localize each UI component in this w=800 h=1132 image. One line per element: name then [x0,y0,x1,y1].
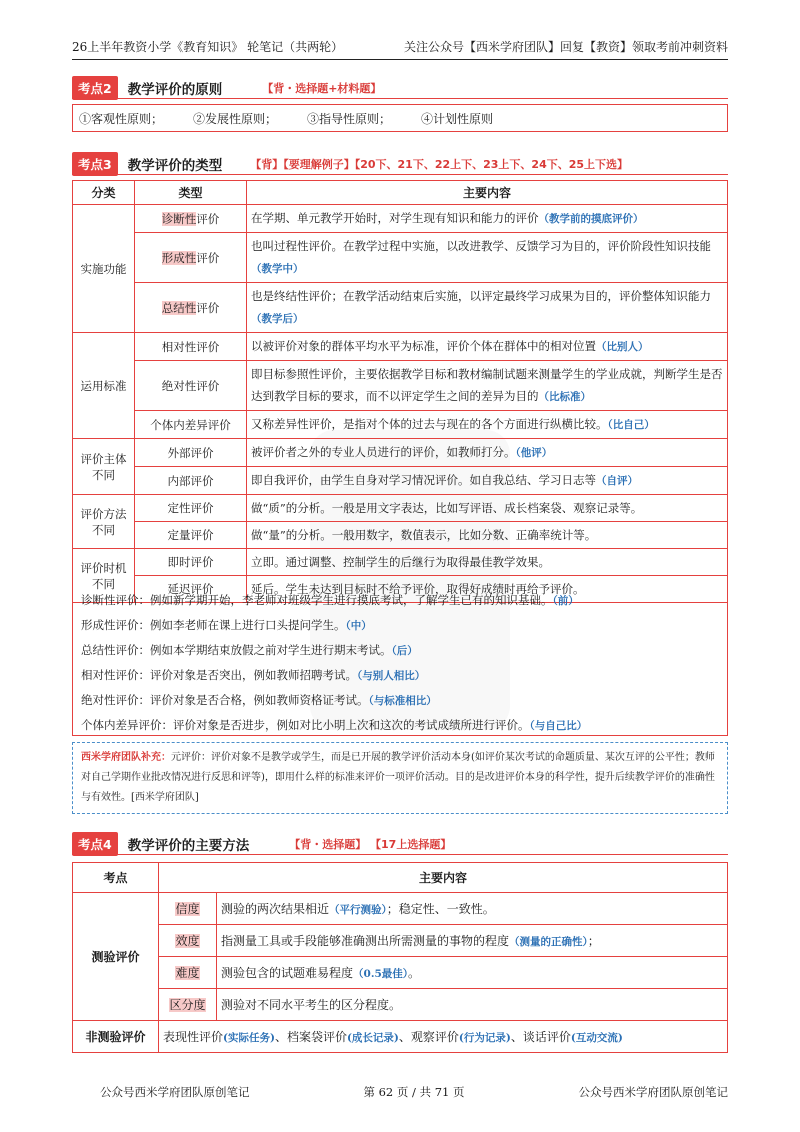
test-name: 难度 [159,957,217,989]
category-cell: 运用标准 [73,333,135,439]
test-name: 效度 [159,925,217,957]
section2-badge: 考点2 [72,76,118,100]
type-cell: 外部评价 [135,439,247,467]
type-cell: 定量评价 [135,522,247,549]
test-name: 区分度 [159,989,217,1021]
example-line: 诊断性评价：例如新学期开始，李老师对班级学生进行摸底考试，了解学生已有的知识基础。（前） [81,593,579,607]
example-line: 形成性评价：例如李老师在课上进行口头提问学生。（中） [81,618,372,632]
supplement-text: 元评价：评价对象不是教学或学生，而是已开展的教学评价活动本身(如评价某次考试的命题质量、某次互评的公平性；教师对自己学期作业批改情况进行反思和评等)，即用什么样的标准来评价一项评价活动。目的是改进评价本身的科学性，提升后续教学评价的准确性与有效性。[西米学府团队] [81,752,715,803]
content-cell: 在学期、单元教学开始时，对学生现有知识和能力的评价（教学前的摸底评价） [247,205,728,233]
section3-title: 教学评价的类型 [127,158,223,174]
content-cell: 又称差异性评价，是指对个体的过去与现在的各个方面进行纵横比较。（比自己） [247,411,728,439]
content-cell: 做“量”的分析。一般用数字，数值表示，比如分数、正确率统计等。 [247,522,728,549]
example-line: 个体内差异评价：评价对象是否进步，例如对比小明上次和这次的考试成绩所进行评价。（与自己比） [81,718,588,732]
test-label: 测验评价 [73,893,159,1021]
header-left: 26上半年教资小学《教育知识》 轮笔记（共两轮） [72,40,344,54]
section2-title: 教学评价的原则 [127,82,223,98]
test-content: 指测量工具或手段能够准确测出所需测量的事物的程度（测量的正确性）； [217,925,728,957]
content-cell: 也叫过程性评价。在教学过程中实施，以改进教学、反馈学习为目的，评价阶段性知识技能（教学中） [247,233,728,283]
content-cell: 被评价者之外的专业人员进行的评价，如教师打分。（他评） [247,439,728,467]
section3-tag: 【背】【要理解例子】【20下、21下、22上下、23上下、24下、25上下选】 [250,158,629,171]
content-cell: 即目标参照性评价，主要依据教学目标和教材编制试题来测量学生的学业成就，判断学生是否达到教学目标的要求，而不以评定学生之间的差异为目的（比标准） [247,361,728,411]
section3-badge: 考点3 [72,152,118,176]
content-cell: 以被评价对象的群体平均水平为标准，评价个体在群体中的相对位置（比别人） [247,333,728,361]
col-header-category: 分类 [73,181,135,205]
evaluation-types-table [72,180,728,603]
principle-item: ②发展性原则； [193,111,278,126]
section4-badge: 考点4 [72,832,118,856]
principle-item: ①客观性原则； [79,111,164,126]
page-header [72,38,728,60]
col-header-topic: 考点 [73,863,159,893]
principle-item: ③指导性原则； [307,111,392,126]
example-line: 总结性评价：例如本学期结束放假之前对学生进行期末考试。（后） [81,643,418,657]
col-header-type: 类型 [135,181,247,205]
supplement-note [72,742,728,814]
type-cell: 绝对性评价 [135,361,247,411]
section4-tag: 【背・选择题】 【17上选择题】 [289,838,452,851]
section4-heading [72,832,451,856]
category-cell: 评价方法不同 [73,495,135,549]
non-test-content: 表现性评价(实际任务)、档案袋评价(成长记录)、观察评价(行为记录)、谈话评价(互动交流) [159,1021,728,1053]
example-line: 相对性评价：评价对象是否突出，例如教师招聘考试。（与别人相比） [81,668,426,682]
type-cell: 内部评价 [135,467,247,495]
footer-page-number: 第 62 页 / 共 71 页 [363,1085,465,1099]
type-cell: 个体内差异评价 [135,411,247,439]
page-footer [100,1084,728,1100]
category-cell: 评价主体不同 [73,439,135,495]
col-header-content: 主要内容 [247,181,728,205]
section2-tag: 【背・选择题+材料题】 [262,82,382,95]
type-cell: 诊断性评价 [135,205,247,233]
content-cell: 延后。学生未达到目标时不给予评价，取得好成绩时再给予评价。 [247,576,728,603]
type-cell: 总结性评价 [135,283,247,333]
category-cell: 实施功能 [73,205,135,333]
principle-item: ④计划性原则 [421,111,494,126]
type-cell: 定性评价 [135,495,247,522]
test-content: 测验的两次结果相近（平行测验）；稳定性、一致性。 [217,893,728,925]
content-cell: 即自我评价，由学生自身对学习情况评价。如自我总结、学习日志等（自评） [247,467,728,495]
test-content: 测验对不同水平考生的区分程度。 [217,989,728,1021]
section3-heading [72,152,628,176]
section2-heading [72,76,381,100]
test-content: 测验包含的试题难易程度（0.5最佳）。 [217,957,728,989]
non-test-label: 非测验评价 [73,1021,159,1053]
type-cell: 形成性评价 [135,233,247,283]
type-cell: 即时评价 [135,549,247,576]
type-cell: 相对性评价 [135,333,247,361]
examples-box [72,584,728,736]
evaluation-methods-table [72,862,728,1053]
content-cell: 立即。通过调整、控制学生的后继行为取得最佳教学效果。 [247,549,728,576]
example-line: 绝对性评价：评价对象是否合格，例如教师资格证考试。（与标准相比） [81,693,437,707]
content-cell: 也是终结性评价；在教学活动结束后实施，以评定最终学习成果为目的，评价整体知识能力（教学后） [247,283,728,333]
type-cell: 延迟评价 [135,576,247,603]
supplement-lead: 西米学府团队补充： [81,752,171,763]
principles-box [72,104,728,132]
section4-title: 教学评价的主要方法 [127,838,250,854]
header-right: 关注公众号【西米学府团队】回复【教资】领取考前冲刺资料 [403,40,728,54]
col-header-main: 主要内容 [159,863,728,893]
footer-left: 公众号西米学府团队原创笔记 [100,1085,250,1099]
footer-right: 公众号西米学府团队原创笔记 [578,1085,728,1099]
test-name: 信度 [159,893,217,925]
content-cell: 做“质”的分析。一般是用文字表达，比如写评语、成长档案袋、观察记录等。 [247,495,728,522]
category-cell: 评价时机不同 [73,549,135,603]
